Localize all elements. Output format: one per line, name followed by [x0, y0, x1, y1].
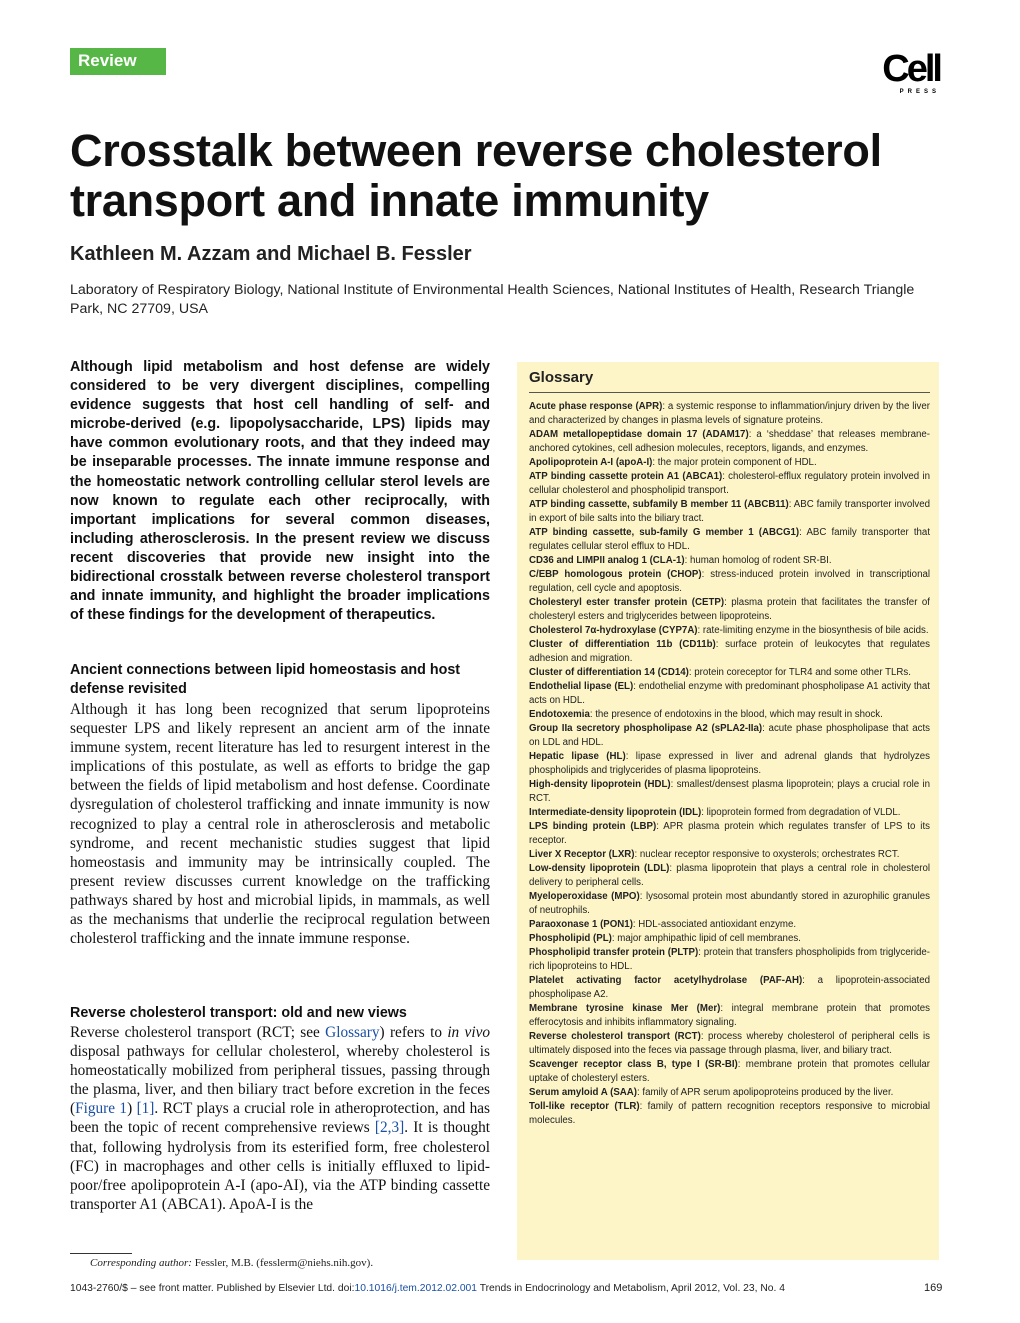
- glossary-entry: [529, 526, 930, 554]
- glossary-definition: : lipoprotein formed from degradation of VLDL.: [701, 807, 901, 818]
- glossary-term: High-density lipoprotein (HDL): [529, 779, 671, 790]
- footnote-label: Corresponding author:: [90, 1257, 192, 1269]
- glossary-entry: [529, 400, 930, 428]
- glossary-entry: [529, 974, 930, 1002]
- glossary-entry: [529, 428, 930, 456]
- glossary-entry: [529, 932, 930, 946]
- glossary-definition: : ABC family transporter that regulates cellular sterol efflux to HDL.: [529, 527, 931, 552]
- glossary-term: Intermediate-density lipoprotein (IDL): [529, 807, 702, 818]
- glossary-term: Myeloperoxidase (MPO): [529, 891, 640, 902]
- glossary-entry: [529, 568, 930, 596]
- glossary-definition: : membrane protein that promotes cellular uptake of cholesteryl esters.: [529, 1059, 930, 1084]
- logo-sub: PRESS: [899, 89, 940, 95]
- article-title: Crosstalk between reverse cholesterol transport and innate immunity: [70, 125, 882, 226]
- footer-issn: 1043-2760/$ – see front matter. Published by Elsevier Ltd. doi:: [70, 1283, 355, 1294]
- glossary-box: [517, 362, 939, 1260]
- glossary-definition: : protein coreceptor for TLR4 and some other TLRs.: [688, 667, 911, 678]
- review-tag: Review: [70, 48, 166, 75]
- glossary-entry: [529, 470, 930, 498]
- glossary-definition: : a ‘sheddase’ that releases membrane-anchored cytokines, cell adhesion molecules, receptors, ligands, and enzymes.: [529, 429, 930, 454]
- glossary-entry: [529, 1100, 930, 1128]
- glossary-entry: [529, 918, 930, 932]
- page-number: 169: [924, 1282, 943, 1294]
- figure-link[interactable]: Figure 1: [75, 1100, 128, 1118]
- glossary-definition: : the major protein component of HDL.: [652, 457, 817, 468]
- glossary-entry: [529, 820, 930, 848]
- logo-word: Cell: [882, 48, 940, 90]
- glossary-definition: : surface protein of leukocytes that regulates adhesion and migration.: [529, 639, 930, 664]
- glossary-definition: : HDL-associated antioxidant enzyme.: [632, 919, 797, 930]
- glossary-entry: [529, 1058, 930, 1086]
- glossary-entry: [529, 680, 930, 708]
- glossary-definition: : endothelial enzyme with predominant phospholipase A1 activity that acts on HDL.: [529, 681, 930, 706]
- glossary-entry: [529, 806, 930, 820]
- glossary-term: Apolipoprotein A-I (apoA-I): [529, 457, 653, 468]
- affiliation: Laboratory of Respiratory Biology, National Institute of Environmental Health Sciences, National Institutes of Health, Research Triangle Park, NC 27709, USA: [70, 282, 915, 317]
- text-run: . RCT plays a crucial role in atheroprotection, and has been the topic of recent comprehensive reviews: [70, 1100, 490, 1137]
- glossary-term: Phospholipid transfer protein (PLTP): [529, 947, 699, 958]
- glossary-term: Phospholipid (PL): [529, 933, 612, 944]
- glossary-definition: : human homolog of rodent SR-BI.: [684, 555, 832, 566]
- italic-run: in vivo: [447, 1024, 490, 1041]
- glossary-entry: [529, 456, 930, 470]
- glossary-definition: : family of pattern recognition receptors responsive to microbial molecules.: [529, 1101, 930, 1126]
- glossary-divider: [529, 392, 930, 393]
- section-heading: Ancient connections between lipid homeostasis and host defense revisited: [70, 662, 461, 697]
- glossary-term: Serum amyloid A (SAA): [529, 1087, 638, 1098]
- glossary-term: Acute phase response (APR): [529, 401, 663, 412]
- glossary-term: Membrane tyrosine kinase Mer (Mer): [529, 1003, 721, 1014]
- glossary-term: Endotoxemia: [529, 709, 590, 720]
- glossary-definition: : major amphipathic lipid of cell membranes.: [611, 933, 801, 944]
- glossary-term: ATP binding cassette, subfamily B member 11 (ABCB11): [529, 499, 789, 510]
- glossary-definition: : integral membrane protein that promotes efferocytosis and inhibits inflammatory signaling.: [529, 1003, 930, 1028]
- text-run: ) refers to: [379, 1024, 448, 1041]
- cell-press-logo: [876, 50, 940, 95]
- glossary-term: LPS binding protein (LBP): [529, 821, 657, 832]
- glossary-definition: : rate-limiting enzyme in the biosynthesis of bile acids.: [697, 625, 929, 636]
- glossary-entry: [529, 638, 930, 666]
- section-heading: Reverse cholesterol transport: old and new views: [70, 1005, 407, 1021]
- reference-link[interactable]: [2,3]: [374, 1119, 405, 1137]
- authors: Kathleen M. Azzam and Michael B. Fessler: [70, 243, 472, 265]
- glossary-term: ADAM metallopeptidase domain 17 (ADAM17): [529, 429, 749, 440]
- glossary-definition: : the presence of endotoxins in the blood, which may result in shock.: [589, 709, 883, 720]
- glossary-term: Paraoxonase 1 (PON1): [529, 919, 633, 930]
- glossary-definition: : nuclear receptor responsive to oxysterols; orchestrates RCT.: [634, 849, 900, 860]
- glossary-definition: : lipase expressed in liver and adrenal glands that hydrolyzes phospholipids and triglycerides of plasma lipoproteins.: [529, 751, 930, 776]
- glossary-title: Glossary: [529, 369, 594, 386]
- glossary-entry: [529, 722, 930, 750]
- glossary-term: Group IIa secretory phospholipase A2 (sPLA2-IIa): [529, 723, 763, 734]
- glossary-entry: [529, 554, 930, 568]
- footer-citation: [70, 1283, 785, 1294]
- footnote-close: ).: [366, 1257, 374, 1269]
- glossary-definition: : process whereby cholesterol of peripheral cells is ultimately disposed into the feces via passage through plasma, liver, and biliary tract.: [529, 1031, 930, 1056]
- glossary-term: Low-density lipoprotein (LDL): [529, 863, 670, 874]
- glossary-entry: [529, 890, 930, 918]
- text-run: . It is thought that, following hydrolysis from its esterified form, free cholesterol (FC) in macrophages and other cells is initially effluxed to lipid-poor/free apolipoprotein A-I (apo-AI), via the ATP binding cassette transporter A1 (ABCA1). ApoA-I is the: [70, 1119, 490, 1213]
- glossary-list: [529, 400, 930, 1128]
- glossary-entry: [529, 750, 930, 778]
- glossary-term: Cholesteryl ester transfer protein (CETP): [529, 597, 725, 608]
- glossary-term: Cholesterol 7α-hydroxylase (CYP7A): [529, 625, 698, 636]
- glossary-definition: : acute phase phospholipase that acts on LDL and HDL.: [529, 723, 931, 748]
- glossary-term: ATP binding cassette protein A1 (ABCA1): [529, 471, 723, 482]
- reference-link[interactable]: [1]: [136, 1100, 155, 1118]
- footnote-divider: [70, 1253, 132, 1254]
- glossary-definition: : plasma protein that facilitates the transfer of cholesteryl esters and triglycerides between lipoproteins.: [529, 597, 930, 622]
- text-run: disposal pathways for cellular cholesterol, whereby cholesterol is homeostatically mobilized from peripheral tissues, passing through the plasma, liver, and then biliary tract before excretion in the feces (: [70, 1043, 490, 1118]
- glossary-entry: [529, 666, 930, 680]
- glossary-term: Cluster of differentiation 11b (CD11b): [529, 639, 716, 650]
- section-paragraph: Although it has long been recognized that serum lipoproteins sequester LPS and likely represent an ancient arm of the innate immune system, recent literature has led to resurgent interest in the implications of this postulate, as well as efforts to bridge the gap between the fields of lipid metabolism and host defense. Coordinate dysregulation of cholesterol trafficking and innate immunity is now recognized to play a central role in atherosclerosis and metabolic syndrome, and recent mechanistic studies suggest that lipid homeostasis and immunity may be intrinsically coupled. The present review discusses current knowledge on the trafficking pathways shared by host and microbial lipids, in mammals, as well as the mechanisms that underlie the reciprocal regulation between cholesterol trafficking and the innate immune response.: [70, 701, 490, 948]
- glossary-term: Liver X Receptor (LXR): [529, 849, 635, 860]
- glossary-term: Toll-like receptor (TLR): [529, 1101, 640, 1112]
- glossary-definition: : protein that transfers phospholipids from triglyceride-rich lipoproteins to HDL.: [529, 947, 931, 972]
- abstract: Although lipid metabolism and host defense are widely considered to be very divergent disciplines, compelling evidence suggests that host cell handling of self- and microbe-derived (e.g. lipopolysaccharide, LPS) lipids may have common evolutionary roots, and that they indeed may be inseparable processes. The innate immune response and the homeostatic network controlling cellular sterol levels are now known to regulate each other reciprocally, with important implications for several common diseases, including atherosclerosis. In the present review we discuss recent discoveries that provide new insight into the bidirectional crosstalk between reverse cholesterol transport and innate immunity, and highlight the broader implications of these findings for the development of therapeutics.: [70, 359, 490, 624]
- glossary-term: Reverse cholesterol transport (RCT): [529, 1031, 701, 1042]
- glossary-entry: [529, 848, 930, 862]
- glossary-definition: : stress-induced protein involved in transcriptional regulation, cell cycle and apoptosis.: [529, 569, 931, 594]
- glossary-definition: : ABC family transporter involved in export of bile salts into the biliary tract.: [529, 499, 930, 524]
- text-run: Reverse cholesterol transport (RCT; see: [70, 1024, 326, 1041]
- glossary-entry: [529, 498, 930, 526]
- glossary-definition: : lysosomal protein most abundantly stored in azurophilic granules of neutrophils.: [529, 891, 930, 916]
- glossary-term: Scavenger receptor class B, type I (SR-BI): [529, 1059, 738, 1070]
- glossary-definition: : cholesterol-efflux regulatory protein involved in cellular cholesterol and phospholipid transport.: [529, 471, 930, 496]
- glossary-term: Cluster of differentiation 14 (CD14): [529, 667, 689, 678]
- email-link[interactable]: fesslerm@niehs.nih.gov: [259, 1257, 367, 1269]
- glossary-term: Hepatic lipase (HL): [529, 751, 626, 762]
- glossary-definition: : plasma lipoprotein that plays a central role in cholesterol delivery to peripheral cells.: [529, 863, 930, 888]
- glossary-link[interactable]: Glossary: [325, 1024, 380, 1041]
- glossary-entry: [529, 778, 930, 806]
- glossary-definition: : APR plasma protein which regulates transfer of LPS to its receptor.: [529, 821, 930, 846]
- glossary-entry: [529, 624, 930, 638]
- glossary-entry: [529, 596, 930, 624]
- glossary-entry: [529, 946, 930, 974]
- footnote-name: Fessler, M.B. (: [191, 1257, 260, 1269]
- glossary-term: ATP binding cassette, sub-family G member 1 (ABCG1): [529, 527, 800, 538]
- glossary-term: C/EBP homologous protein (CHOP): [529, 569, 702, 580]
- glossary-entry: [529, 1030, 930, 1058]
- glossary-term: Endothelial lipase (EL): [529, 681, 634, 692]
- glossary-term: Platelet activating factor acetylhydrolase (PAF-AH): [529, 975, 803, 986]
- section-paragraph: [70, 1023, 490, 1233]
- glossary-definition: : family of APR serum apolipoproteins produced by the liver.: [637, 1087, 894, 1098]
- footnote: [90, 1257, 373, 1269]
- glossary-entry: [529, 862, 930, 890]
- doi-link[interactable]: 10.1016/j.tem.2012.02.001: [354, 1283, 478, 1294]
- glossary-definition: : a lipoprotein-associated phospholipase A2.: [529, 975, 930, 1000]
- text-run: ): [127, 1100, 137, 1118]
- glossary-definition: : smallest/densest plasma lipoprotein; plays a crucial role in RCT.: [529, 779, 930, 804]
- glossary-entry: [529, 708, 930, 722]
- glossary-term: CD36 and LIMPII analog 1 (CLA-1): [529, 555, 685, 566]
- glossary-entry: [529, 1002, 930, 1030]
- footer-journal: Trends in Endocrinology and Metabolism, April 2012, Vol. 23, No. 4: [477, 1283, 785, 1294]
- glossary-definition: : a systemic response to inflammation/injury driven by the liver and characterized by changes in plasma levels of signature proteins.: [529, 401, 931, 426]
- glossary-entry: [529, 1086, 930, 1100]
